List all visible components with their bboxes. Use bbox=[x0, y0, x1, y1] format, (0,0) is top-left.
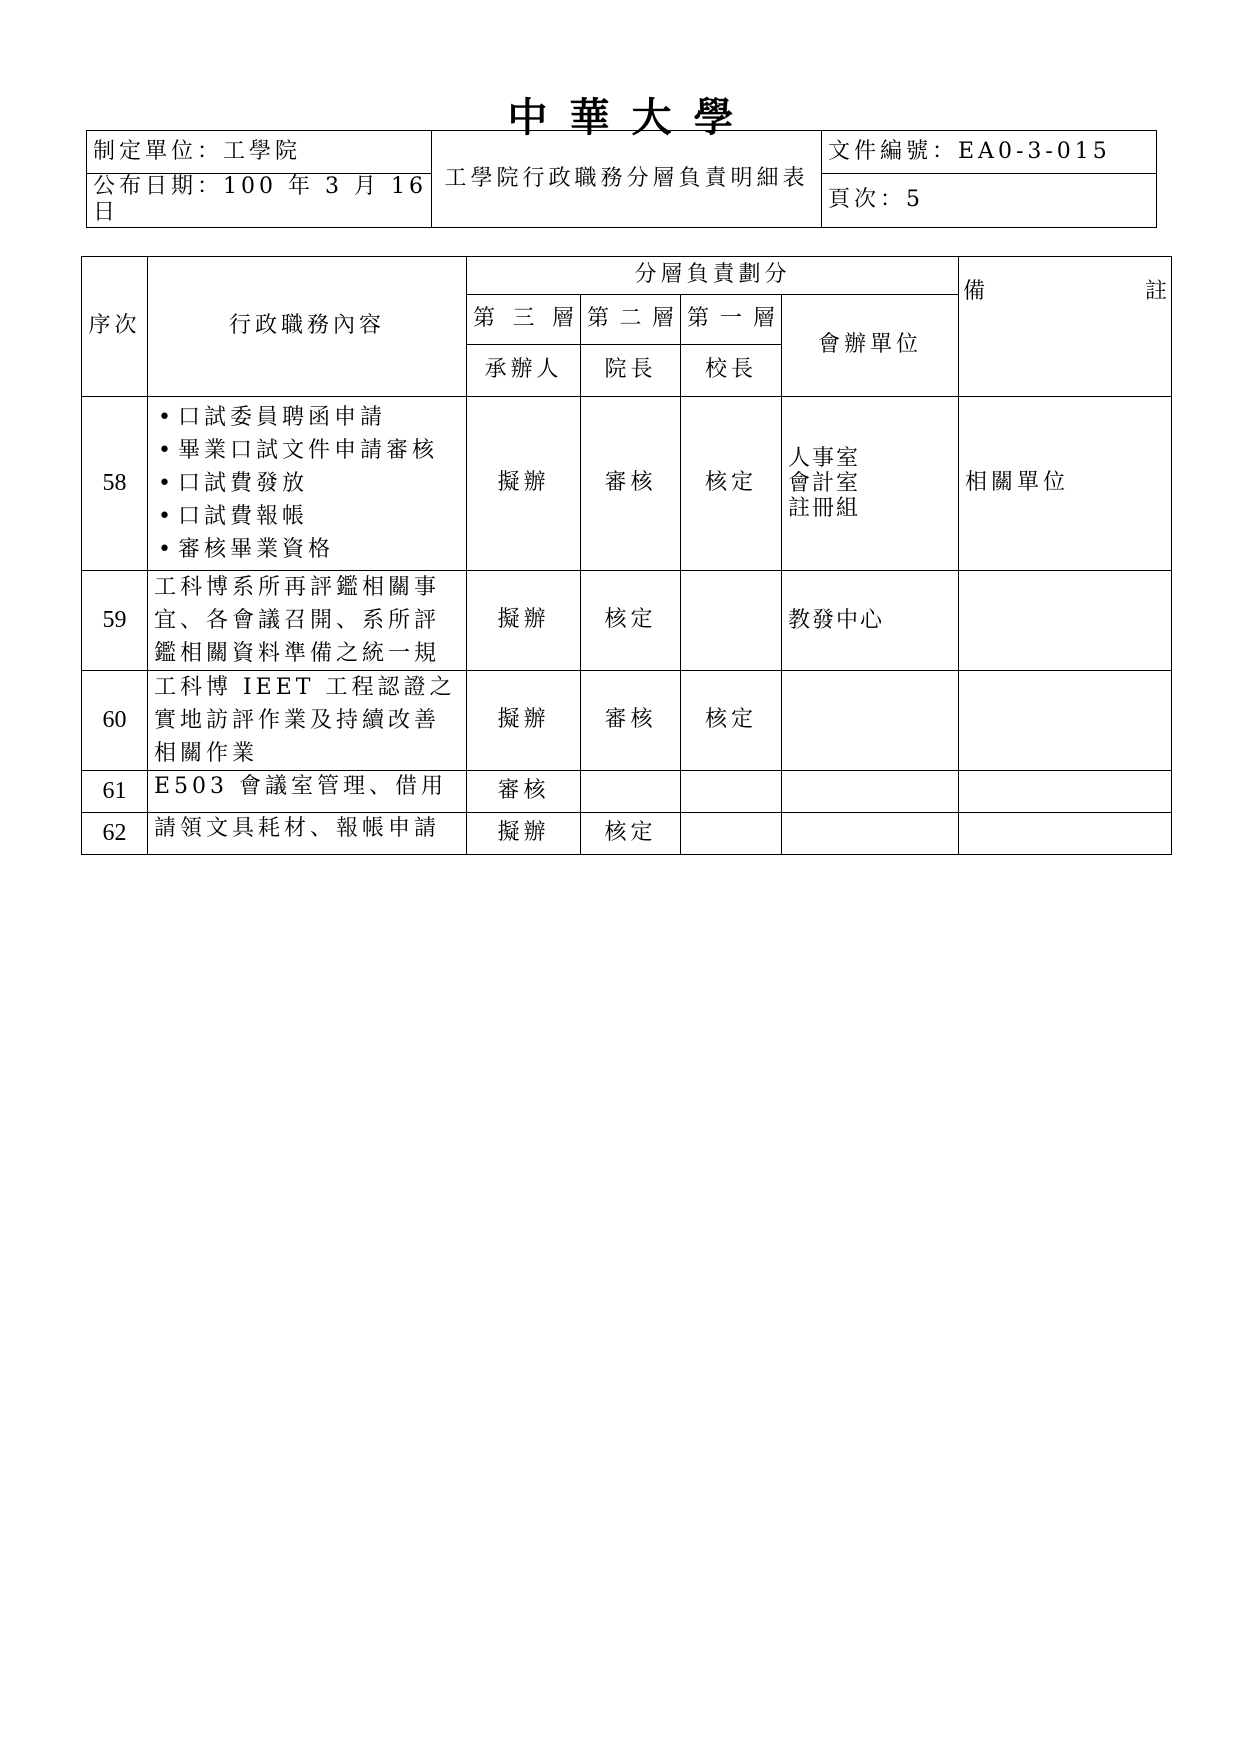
row-co-units bbox=[782, 771, 959, 813]
col-header-tier1: 第 一 層 bbox=[681, 295, 782, 345]
row-remark bbox=[959, 771, 1172, 813]
row-tier2: 核定 bbox=[581, 571, 681, 671]
row-tier1 bbox=[681, 571, 782, 671]
row-remark bbox=[959, 571, 1172, 671]
col-header-role1: 校長 bbox=[681, 345, 782, 397]
remark-char-2: 註 bbox=[1145, 279, 1168, 304]
table-row bbox=[82, 571, 1172, 671]
task-text: E503 會議室管理、借用 bbox=[154, 773, 448, 799]
col-header-tier-group: 分層負責劃分 bbox=[467, 257, 959, 295]
row-tier1: 核定 bbox=[681, 671, 782, 771]
row-tier3: 擬辦 bbox=[467, 571, 581, 671]
row-seq: 58 bbox=[82, 397, 148, 571]
co-unit: 會計室 bbox=[788, 471, 861, 496]
row-seq: 60 bbox=[82, 671, 148, 771]
row-remark: 相關單位 bbox=[959, 397, 1172, 571]
row-tier2 bbox=[581, 771, 681, 813]
list-item: • 口試費發放 bbox=[158, 467, 466, 500]
row-tier2: 審核 bbox=[581, 397, 681, 571]
row-tier3: 擬辦 bbox=[467, 397, 581, 571]
list-item: • 口試委員聘函申請 bbox=[158, 401, 466, 434]
table-row bbox=[82, 397, 1172, 571]
col-header-role2: 院長 bbox=[581, 345, 681, 397]
row-content bbox=[148, 397, 467, 571]
task-text: 工科博系所再評鑑相關事宜、各會議召開、系所評鑑相關資料準備之統一規 bbox=[154, 575, 441, 666]
col-header-seq: 序次 bbox=[82, 257, 148, 397]
task-text: 請領文具耗材、報帳申請 bbox=[154, 815, 441, 841]
col-header-tier2: 第 二 層 bbox=[581, 295, 681, 345]
row-content bbox=[148, 771, 467, 813]
co-unit: 人事室 bbox=[788, 446, 861, 471]
row-tier1 bbox=[681, 813, 782, 855]
row-co-units bbox=[782, 397, 959, 571]
document-header-table bbox=[86, 130, 1157, 228]
col-header-co-units: 會辦單位 bbox=[782, 295, 959, 397]
row-tier3: 審核 bbox=[467, 771, 581, 813]
page-number: 頁次：5 bbox=[822, 174, 1157, 228]
table-row bbox=[82, 671, 1172, 771]
list-item: • 口試費報帳 bbox=[158, 500, 466, 533]
col-header-tier3: 第 三 層 bbox=[467, 295, 581, 345]
row-tier2: 核定 bbox=[581, 813, 681, 855]
task-text: 工科博 IEET 工程認證之實地訪評作業及持續改善相關作業 bbox=[154, 675, 456, 766]
table-row bbox=[82, 813, 1172, 855]
col-header-content: 行政職務內容 bbox=[148, 257, 467, 397]
row-seq: 61 bbox=[82, 771, 148, 813]
publish-date: 公布日期：100 年 3 月 16 日 bbox=[87, 174, 432, 228]
row-content bbox=[148, 671, 467, 771]
row-tier1 bbox=[681, 771, 782, 813]
row-tier3: 擬辦 bbox=[467, 813, 581, 855]
table-row bbox=[82, 771, 1172, 813]
list-item: • 審核畢業資格 bbox=[158, 533, 466, 566]
col-header-remark bbox=[959, 257, 1172, 397]
row-remark bbox=[959, 671, 1172, 771]
row-content bbox=[148, 813, 467, 855]
row-co-units bbox=[782, 671, 959, 771]
col-header-role3: 承辦人 bbox=[467, 345, 581, 397]
responsibility-table bbox=[81, 256, 1172, 855]
row-co-units bbox=[782, 813, 959, 855]
document-title: 工學院行政職務分層負責明細表 bbox=[432, 131, 822, 228]
row-tier2: 審核 bbox=[581, 671, 681, 771]
row-seq: 59 bbox=[82, 571, 148, 671]
co-unit: 教發中心 bbox=[788, 608, 885, 633]
remark-char-1: 備 bbox=[963, 279, 986, 304]
row-co-units bbox=[782, 571, 959, 671]
university-title: 中華大學 bbox=[507, 94, 756, 141]
issuing-unit: 制定單位：工學院 bbox=[87, 131, 432, 174]
row-seq: 62 bbox=[82, 813, 148, 855]
co-unit: 註冊組 bbox=[788, 496, 861, 521]
row-content bbox=[148, 571, 467, 671]
task-bullet-list bbox=[148, 397, 466, 570]
row-remark bbox=[959, 813, 1172, 855]
document-number: 文件編號：EA0-3-015 bbox=[822, 131, 1157, 174]
row-tier1: 核定 bbox=[681, 397, 782, 571]
list-item: • 畢業口試文件申請審核 bbox=[158, 434, 466, 467]
row-tier3: 擬辦 bbox=[467, 671, 581, 771]
